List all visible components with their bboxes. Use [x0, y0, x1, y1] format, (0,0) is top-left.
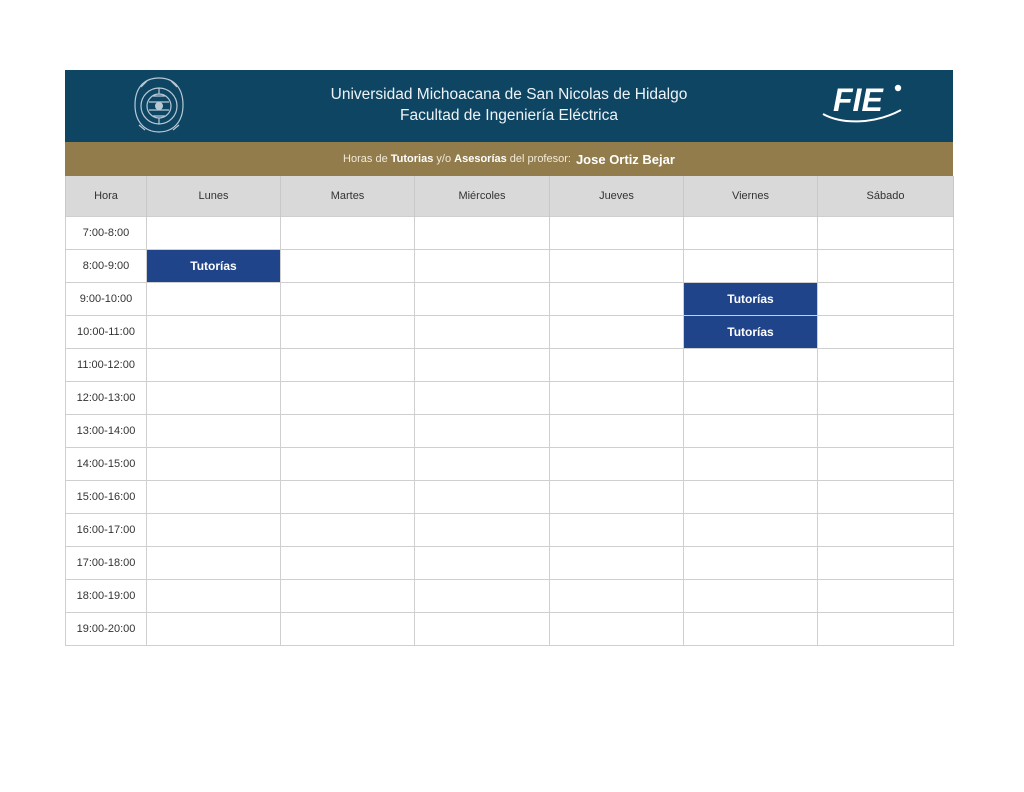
hour-cell: 11:00-12:00 [66, 349, 147, 382]
schedule-cell [684, 547, 818, 580]
schedule-cell [550, 217, 684, 250]
booked-slot: Tutorías [147, 250, 281, 283]
schedule-cell [550, 415, 684, 448]
schedule-cell [147, 382, 281, 415]
schedule-cell [818, 613, 954, 646]
schedule-cell [550, 547, 684, 580]
schedule-cell [281, 250, 415, 283]
schedule-cell [550, 349, 684, 382]
schedule-cell [281, 349, 415, 382]
schedule-cell [147, 415, 281, 448]
schedule-cell [818, 349, 954, 382]
schedule-cell [147, 349, 281, 382]
schedule-cell [415, 250, 550, 283]
column-header-lunes: Lunes [147, 176, 281, 217]
hour-cell: 7:00-8:00 [66, 217, 147, 250]
schedule-cell [281, 283, 415, 316]
schedule-cell [281, 316, 415, 349]
schedule-cell [550, 613, 684, 646]
hour-cell: 14:00-15:00 [66, 448, 147, 481]
schedule-cell [818, 283, 954, 316]
schedule-sheet [65, 70, 953, 646]
schedule-cell [818, 514, 954, 547]
schedule-row [66, 349, 954, 382]
hour-cell: 8:00-9:00 [66, 250, 147, 283]
schedule-row [66, 283, 954, 316]
schedule-cell [281, 514, 415, 547]
hour-cell: 10:00-11:00 [66, 316, 147, 349]
schedule-cell [550, 448, 684, 481]
schedule-row [66, 415, 954, 448]
column-header-jueves: Jueves [550, 176, 684, 217]
schedule-cell [281, 217, 415, 250]
schedule-cell [415, 217, 550, 250]
schedule-cell [281, 382, 415, 415]
schedule-cell [550, 481, 684, 514]
schedule-cell [415, 547, 550, 580]
hour-cell: 18:00-19:00 [66, 580, 147, 613]
column-header-martes: Martes [281, 176, 415, 217]
hour-cell: 19:00-20:00 [66, 613, 147, 646]
schedule-cell [550, 283, 684, 316]
university-name: Universidad Michoacana de San Nicolas de Hidalgo [330, 86, 688, 103]
booked-slot: Tutorías [684, 316, 818, 349]
schedule-cell [684, 514, 818, 547]
schedule-cell [818, 580, 954, 613]
schedule-cell [281, 448, 415, 481]
header-row [66, 176, 954, 217]
schedule-cell [550, 382, 684, 415]
fie-logo [821, 78, 905, 128]
faculty-name: Facultad de Ingeniería Eléctrica [400, 107, 618, 124]
schedule-cell [818, 547, 954, 580]
schedule-cell [684, 382, 818, 415]
schedule-cell [684, 448, 818, 481]
schedule-cell [147, 580, 281, 613]
schedule-cell [281, 580, 415, 613]
schedule-row [66, 217, 954, 250]
schedule-table [65, 176, 954, 646]
schedule-cell [818, 415, 954, 448]
schedule-cell [415, 580, 550, 613]
schedule-cell [415, 448, 550, 481]
hour-cell: 17:00-18:00 [66, 547, 147, 580]
column-header-miercoles: Miércoles [415, 176, 550, 217]
professor-name: Jose Ortiz Bejar [575, 151, 675, 167]
hour-cell: 9:00-10:00 [66, 283, 147, 316]
schedule-cell [818, 250, 954, 283]
schedule-row [66, 382, 954, 415]
schedule-cell [147, 613, 281, 646]
hour-cell: 15:00-16:00 [66, 481, 147, 514]
schedule-row [66, 481, 954, 514]
schedule-cell [818, 481, 954, 514]
schedule-cell [415, 349, 550, 382]
hour-cell: 13:00-14:00 [66, 415, 147, 448]
schedule-cell [684, 217, 818, 250]
schedule-row [66, 316, 954, 349]
schedule-cell [147, 514, 281, 547]
schedule-cell [818, 382, 954, 415]
schedule-cell [415, 481, 550, 514]
schedule-cell [550, 316, 684, 349]
schedule-cell [147, 316, 281, 349]
schedule-cell [415, 415, 550, 448]
schedule-cell [281, 415, 415, 448]
subheader-connector: y/o [436, 153, 452, 165]
schedule-cell [281, 613, 415, 646]
schedule-cell [684, 481, 818, 514]
schedule-cell [147, 217, 281, 250]
schedule-cell [415, 316, 550, 349]
schedule-cell [684, 613, 818, 646]
schedule-cell [147, 481, 281, 514]
subheader-suffix: del profesor: [509, 153, 571, 165]
schedule-cell [550, 580, 684, 613]
schedule-cell [281, 481, 415, 514]
header-titles [65, 84, 953, 126]
schedule-cell [147, 283, 281, 316]
schedule-cell [684, 349, 818, 382]
schedule-cell [415, 514, 550, 547]
subheader-term-tutorias: Tutorias [390, 153, 434, 165]
schedule-body [66, 217, 954, 646]
schedule-cell [415, 283, 550, 316]
schedule-cell [415, 382, 550, 415]
booked-slot: Tutorías [684, 283, 818, 316]
subheader-term-asesorias: Asesorías [454, 153, 507, 165]
hour-cell: 12:00-13:00 [66, 382, 147, 415]
schedule-cell [415, 613, 550, 646]
university-header [65, 70, 953, 142]
schedule-cell [684, 415, 818, 448]
schedule-cell [818, 316, 954, 349]
schedule-cell [147, 448, 281, 481]
schedule-row [66, 547, 954, 580]
schedule-row [66, 613, 954, 646]
schedule-row [66, 514, 954, 547]
column-header-viernes: Viernes [684, 176, 818, 217]
column-header-sabado: Sábado [818, 176, 954, 217]
professor-bar [65, 142, 953, 176]
schedule-cell [818, 217, 954, 250]
schedule-cell [147, 547, 281, 580]
schedule-cell [684, 250, 818, 283]
subheader-prefix: Horas de [343, 153, 388, 165]
schedule-cell [684, 580, 818, 613]
schedule-cell [550, 250, 684, 283]
fie-logo-text: FIE [833, 82, 883, 118]
schedule-header [66, 176, 954, 217]
hour-cell: 16:00-17:00 [66, 514, 147, 547]
column-header-hora: Hora [66, 176, 147, 217]
schedule-cell [550, 514, 684, 547]
schedule-cell [818, 448, 954, 481]
schedule-row [66, 580, 954, 613]
schedule-cell [281, 547, 415, 580]
schedule-row [66, 250, 954, 283]
schedule-row [66, 448, 954, 481]
